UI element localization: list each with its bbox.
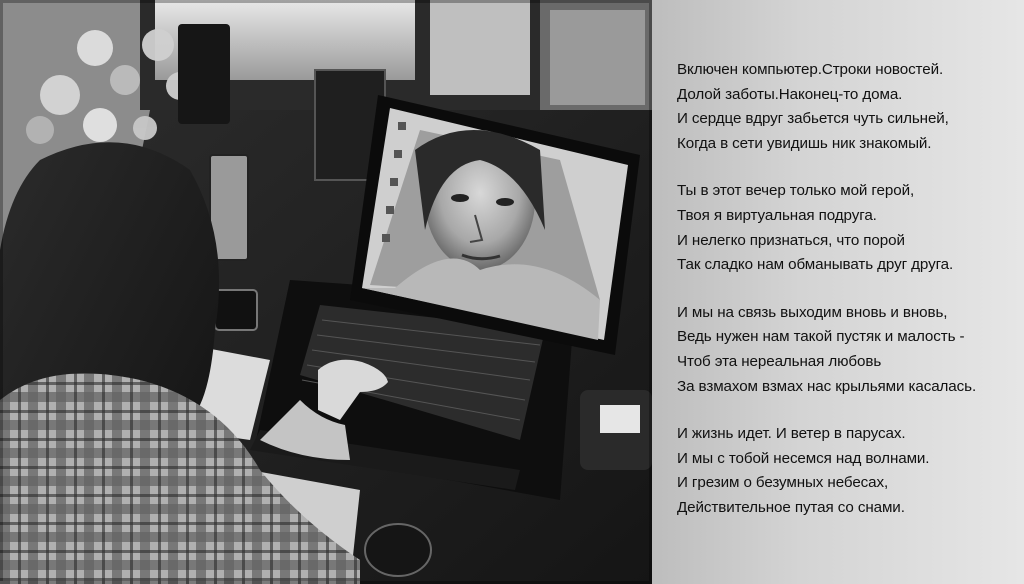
poem-stanza-2 xyxy=(677,179,1017,277)
poem-line: И сердце вдруг забьется чуть сильней, xyxy=(677,110,949,128)
poem-line: И мы с тобой несемся над волнами. xyxy=(677,449,930,467)
poem-stanza-1 xyxy=(677,58,1017,156)
poem-line: За взмахом взмах нас крыльями касалась. xyxy=(677,377,977,395)
poem-line: И жизнь идет. И ветер в парусах. xyxy=(677,425,906,443)
poem-line: И грезим о безумных небесах, xyxy=(677,474,889,492)
poem-line: Ты в этот вечер только мой герой, xyxy=(677,182,915,200)
poem-stanza-4 xyxy=(677,422,1017,520)
poem-line: Ведь нужен нам такой пустяк и малость - xyxy=(677,328,965,346)
poem-line: Долой заботы.Наконец-то дома. xyxy=(677,85,903,103)
poem-line: И мы на связь выходим вновь и вновь, xyxy=(677,303,948,321)
poem-line: Действительное путая со снами. xyxy=(677,498,905,516)
poem-stanza-3 xyxy=(677,301,1017,399)
poem-line: Когда в сети увидишь ник знакомый. xyxy=(677,134,932,152)
poem-line: Твоя я виртуальная подруга. xyxy=(677,206,877,224)
poem-line: Включен компьютер.Строки новостей. xyxy=(677,61,944,78)
poem xyxy=(677,58,1017,544)
poem-line: Так сладко нам обманывать друг друга. xyxy=(677,256,954,274)
poem-line: Чтоб эта нереальная любовь xyxy=(677,352,882,370)
poem-line: И нелегко признаться, что порой xyxy=(677,231,905,249)
